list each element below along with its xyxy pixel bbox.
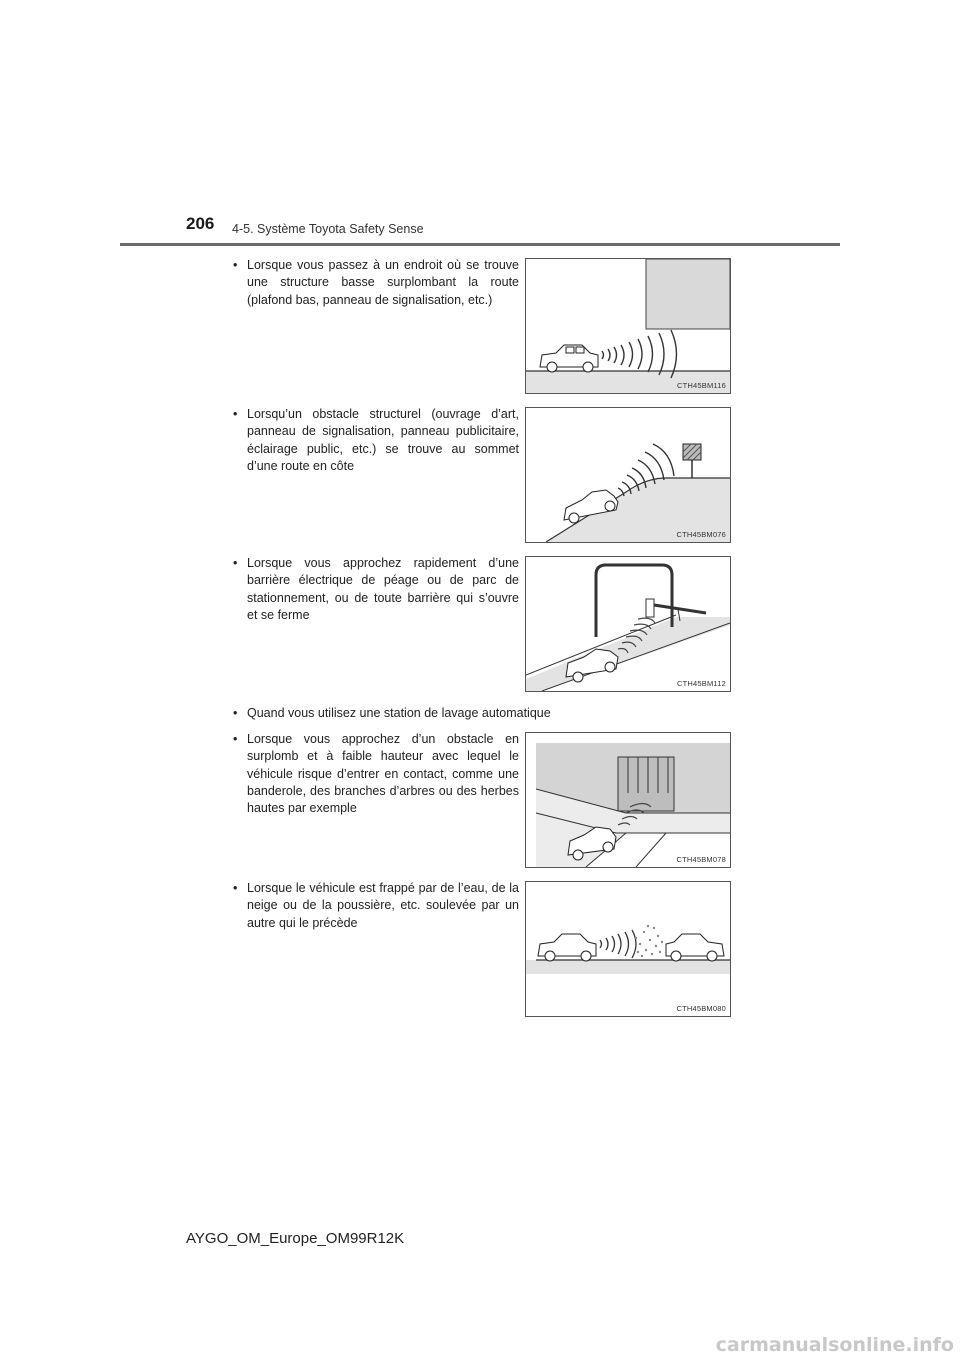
bullet: • [233,881,238,895]
list-item [233,406,519,475]
figure-overhanging-obstacle [525,732,731,868]
list-item [233,257,519,309]
page-number: 206 [186,214,215,233]
figure-hill-crest-obstacle [525,407,731,543]
item-text: Lorsque vous approchez rapidement d’une barrière électrique de péage ou de parc de stationnement, ou de toute barrière qui s’ouvre et se ferme [247,556,519,622]
figure-low-overhead-structure [525,258,731,394]
overhanging-obstacle-illustration [526,733,730,867]
figure-code: CTH45BM078 [676,855,726,864]
figure-toll-gate-barrier [525,556,731,692]
bullet: • [233,407,238,421]
item-text: Quand vous utilisez une station de lavage automatique [247,706,551,720]
list-item [233,880,519,932]
figure-code: CTH45BM112 [677,679,726,688]
item-text: Lorsque vous passez à un endroit où se trouve une structure basse surplombant la route (plafond bas, panneau de signalisation, etc.) [247,258,519,307]
list-item [233,731,519,817]
figure-splash-from-vehicle [525,881,731,1017]
figure-code: CTH45BM076 [676,530,726,539]
list-item [233,555,519,624]
list-item [233,705,667,722]
item-text: Lorsqu’un obstacle structurel (ouvrage d’art, panneau de signalisation, panneau publicitaire, éclairage public, etc.) se trouve au sommet d’une route en côte [247,407,519,473]
section-title: 4-5. Système Toyota Safety Sense [232,222,424,236]
bullet: • [233,732,238,746]
figure-code: CTH45BM116 [677,381,726,390]
low-overhead-structure-illustration [526,259,730,393]
toll-gate-barrier-illustration [526,557,730,691]
item-text: Lorsque vous approchez d’un obstacle en surplomb et à faible hauteur avec lequel le véhicule risque d’entrer en contact, comme une banderole, des branches d’arbres ou des herbes hautes par exemple [247,732,519,816]
bullet: • [233,258,238,272]
splash-from-vehicle-illustration [526,882,730,1016]
document-id: AYGO_OM_Europe_OM99R12K [186,1230,405,1247]
figure-code: CTH45BM080 [676,1004,726,1013]
bullet: • [233,556,238,570]
watermark: carmanualsonline.info [715,1334,954,1356]
header-rule [120,243,840,246]
hill-crest-obstacle-illustration [526,408,730,542]
bullet: • [233,706,238,720]
item-text: Lorsque le véhicule est frappé par de l’eau, de la neige ou de la poussière, etc. soulevée par un autre qui le précède [247,881,519,930]
